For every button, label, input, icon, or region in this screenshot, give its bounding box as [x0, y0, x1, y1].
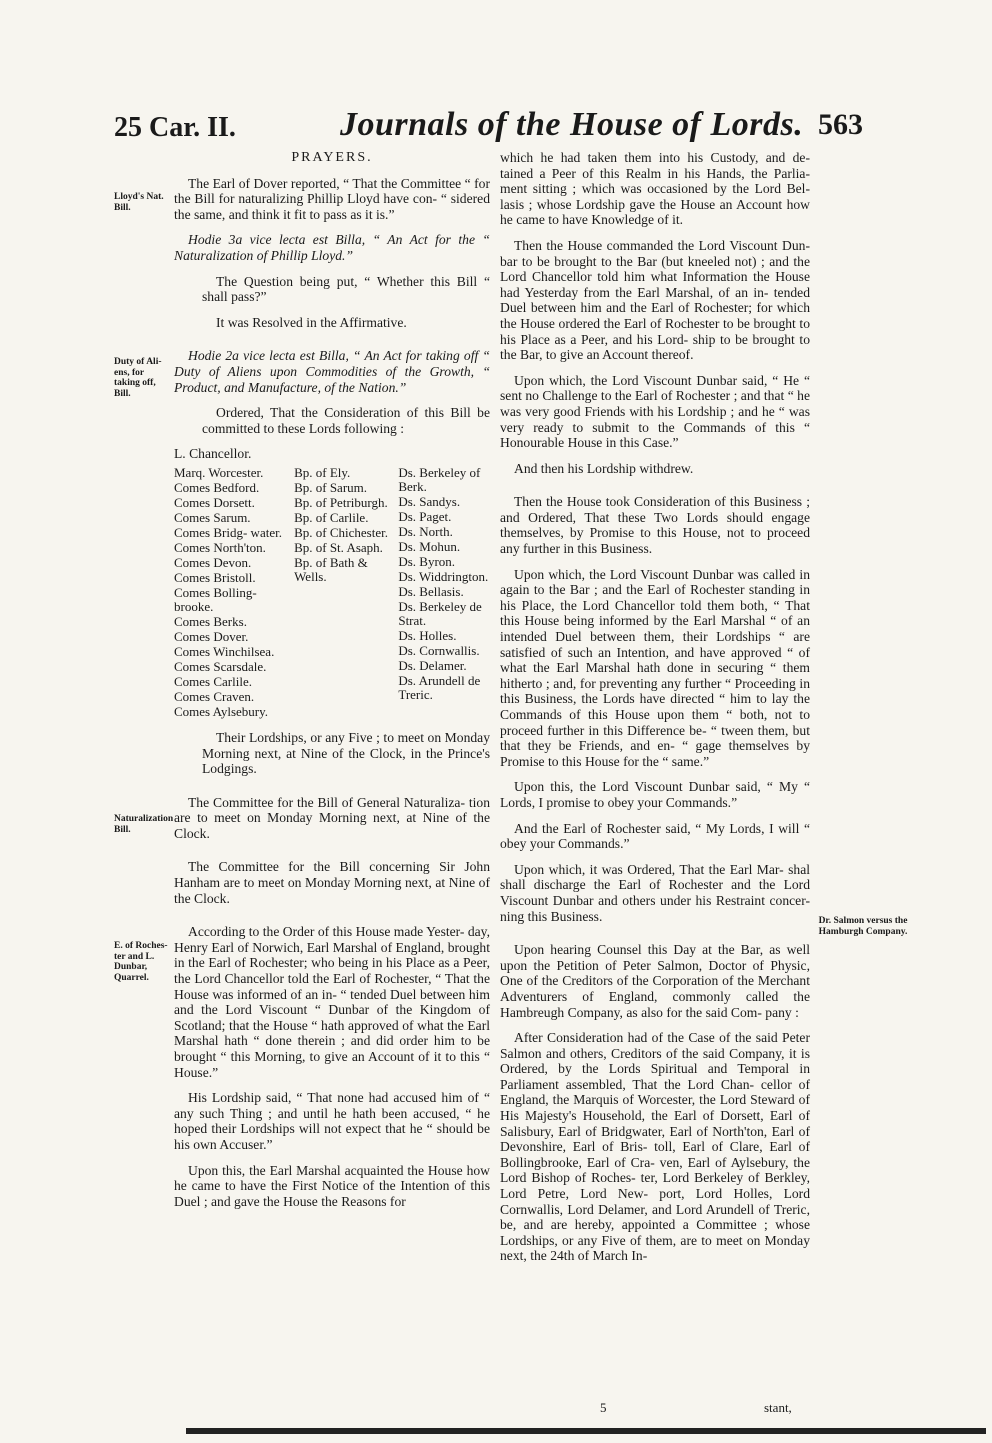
lords-column-earls — [174, 466, 294, 719]
lord-entry: Bp. of Ely. — [294, 464, 351, 480]
lord-entry: Comes Bolling- brooke. — [174, 584, 257, 614]
custody-continuation: which he had taken them into his Custody, and de- tained a Peer of this Realm in his Hands, the Parlia- ment sitting ; which was occasioned by the Lord Bel- lasis ; whose Lordship gave the House an Account how he came to have Knowledge of it. — [500, 150, 810, 228]
lord-entry: Bp. of Bath & Wells. — [294, 554, 368, 584]
dunbar-withdrew: And then his Lordship withdrew. — [514, 460, 694, 476]
lord-entry: Comes Dorsett. — [174, 494, 255, 510]
dunbar-brought: Then the House commanded the Lord Viscount Dun- bar to be brought to the Bar (but kneeled not) ; and the Lord Chancellor told him what Information the House had Yesterday from the Earl Marshal, of an in- tended Duel between him and the Earl of Rochester; for which the House ordered the Earl of Rochester to be brought to his Place as a Peer, and his Lord- ship to be brought to the Bar, to give an Account thereof. — [500, 237, 810, 363]
lord-entry: Ds. Holles. — [398, 627, 457, 643]
lord-entry: Comes Devon. — [174, 554, 252, 570]
lord-entry: Bp. of St. Asaph. — [294, 539, 383, 555]
lord-entry: Ds. Delamer. — [398, 657, 467, 673]
salmon-ordered: After Consideration had of the Case of the said Peter Salmon and others, Creditors of the said Company, it is Ordered, by the Lords Spiritual and Temporal in Parliament assembled, That the Lord Chan- cellor of England, the Marquis of Worcester, the Lord Steward of His Majesty's Household, the Earl of Dorsett, Earl of Salisbury, Earl of Bridgwater, Earl of North'ton, Earl of Devonshire, Earl of Bris- toll, Earl of Clare, Earl of Bollingbrooke, Earl of Cra- ven, Earl of Aylsebury, the Lord Bishop of Roches- ter, Lord Berkeley of Berkley, Lord Petre, Lord New- port, Lord Holles, Lord Cornwallis, Lord Delamer, and Lord Arundell of Treric, be, and are hereby, appointed a Committee ; whose Lordships, or any Five of them, are to meet on Monday next, the 24th of March In- — [500, 1030, 810, 1264]
margin-note-aliens: Duty of Ali- ens, for taking off, Bill. — [114, 357, 162, 399]
lord-entry: Ds. Byron. — [398, 553, 456, 569]
salmon-counsel: Upon hearing Counsel this Day at the Bar, as well upon the Petition of Peter Salmon, Doctor of Physic, One of the Creditors of the Corporation of the Merchant Adventurers of England, commonly called the Hambreugh Company, as also for the said Com- pany : — [500, 942, 810, 1020]
lord-entry: Comes Winchilsea. — [174, 643, 275, 659]
lloyd-question: The Question being put, “ Whether this Bill “ shall pass?” — [202, 273, 490, 305]
lord-entry: Comes Carlile. — [174, 673, 252, 689]
page-number: 563 — [818, 108, 863, 141]
page-title: Journals of the House of Lords. — [340, 106, 804, 143]
discharge-order: Upon which, it was Ordered, That the Earl Mar- shal shall discharge the Earl of Rochester and the Lord Viscount Dunbar and others under his Restraint concer- ning this Business. — [500, 861, 810, 924]
lloyd-resolved: It was Resolved in the Affirmative. — [216, 314, 407, 330]
lord-entry: Comes Bristoll. — [174, 569, 256, 585]
committee-lords-table — [174, 466, 490, 720]
called-again: Upon which, the Lord Viscount Dunbar was called in again to the Bar ; and the Earl of Rochester standing in his Place, the Lord Chancellor told them both, “ That this House being informed by the Earl Marshal “ of an intended Duel between them, their Lordships “ are satisfied of such an Intention, and have approved “ of what the Earl Marshal hath done in securing “ them hitherto ; and, for preventing any further “ Proceeding in this Business, the Lords have directed “ him to lay the Commands of this House upon them “ both, not to proceed further in this Difference be- “ tween them, but that they be Friends, and en- “ gage themselves by Promise to this House for the “ same.” — [500, 566, 810, 769]
house-consideration: Then the House took Consideration of this Business ; and Ordered, That these Two Lords should engage themselves, by Promise to this House, not to proceed any further in this Business. — [500, 494, 810, 557]
lord-entry: Comes Berks. — [174, 613, 247, 629]
margin-note-naturalization: Naturalization Bill. — [114, 814, 174, 835]
lord-entry: Comes Craven. — [174, 688, 255, 704]
lord-chancellor: L. Chancellor. — [174, 446, 252, 462]
aliens-second-reading: Hodie 2a vice lecta est Billa, “ An Act for taking off “ Duty of Aliens upon Commodities of the Growth, “ Product, and Manufacture, of the Nation.” — [174, 348, 490, 395]
dunbar-promise: Upon this, the Lord Viscount Dunbar said, “ My “ Lords, I promise to obey your Commands.” — [500, 779, 810, 810]
lord-entry: Marq. Worcester. — [174, 464, 264, 480]
lord-entry: Ds. North. — [398, 523, 453, 539]
catchword: stant, — [764, 1400, 792, 1415]
hanham-committee: The Committee for the Bill concerning Sir John Hanham are to meet on Monday Morning next, at Nine of the Clock. — [174, 859, 490, 906]
lloyd-report: The Earl of Dover reported, “ That the Committee “ for the Bill for naturalizing Phillip Lloyd have con- “ sidered the same, and think it fit to pass as it is.” — [174, 175, 490, 222]
lord-entry: Ds. Mohun. — [398, 538, 461, 554]
lord-entry: Ds. Paget. — [398, 508, 452, 524]
lord-entry: Ds. Arundell de Treric. — [398, 672, 481, 702]
lord-entry: Comes Bridg- water. — [174, 524, 282, 540]
lord-entry: Ds. Berkeley de Strat. — [398, 598, 482, 628]
lord-entry: Ds. Sandys. — [398, 493, 461, 509]
lord-entry: Comes Bedford. — [174, 479, 260, 495]
right-column — [500, 150, 810, 1274]
prayers-heading: PRAYERS. — [291, 150, 373, 165]
lord-entry: Comes Aylsebury. — [174, 703, 269, 719]
rochester-promise: And the Earl of Rochester said, “ My Lords, I will “ obey your Commands.” — [500, 820, 810, 852]
lord-entry: Bp. of Carlile. — [294, 509, 369, 525]
lord-entry: Bp. of Sarum. — [294, 479, 368, 495]
lords-column-barons — [398, 466, 490, 702]
lord-entry: Comes Scarsdale. — [174, 658, 267, 674]
marshal-acquainted: Upon this, the Earl Marshal acquainted the House how he came to have the First Notice of the Intention of this Duel ; and gave the House the Reasons for — [174, 1162, 490, 1209]
left-column — [174, 150, 490, 1219]
quarrel-report: According to the Order of this House made Yester- day, Henry Earl of Norwich, Earl Marshal of England, brought in the Earl of Rochester; who being in his Place as a Peer, the Lord Chancellor told the Earl of Rochester, “ That the House was informed of an in- “ tended Duel between him and the Lord Viscount “ Dunbar of the Kingdom of Scotland; that the House “ hath approved of what the Earl Marshal hath “ done therein ; and did order him to be brought “ this Morning, to give an Account of it to this “ House.” — [174, 924, 490, 1080]
lord-entry: Bp. of Chichester. — [294, 524, 388, 540]
margin-note-lloyd: Lloyd's Nat. Bill. — [114, 192, 164, 213]
aliens-ordered: Ordered, That the Consideration of this Bill be committed to these Lords following : — [202, 405, 490, 436]
committee-meeting: Their Lordships, or any Five ; to meet on Monday Morning next, at Nine of the Clock, in the Prince's Lodgings. — [202, 729, 490, 777]
lord-entry: Comes Sarum. — [174, 509, 251, 525]
lord-entry: Comes Dover. — [174, 628, 249, 644]
lord-entry: Ds. Cornwallis. — [398, 642, 480, 658]
lords-column-bishops — [294, 466, 398, 584]
lord-entry: Ds. Widdrington. — [398, 568, 489, 584]
lord-entry: Comes North'ton. — [174, 539, 266, 555]
dunbar-said: Upon which, the Lord Viscount Dunbar said, “ He “ sent no Challenge to the Earl of Rochester ; and that “ he was very good Friends with his Lordship ; and he “ was very ready to submit to the Commands of this “ Honourable House in this Case.” — [500, 372, 810, 451]
rochester-reply: His Lordship said, “ That none had accused him of “ any such Thing ; and until he hath been accused, “ he hoped their Lordships will not expect that he “ should be his own Accuser.” — [174, 1090, 490, 1152]
margin-note-quarrel: E. of Roches- ter and L. Dunbar, Quarrel. — [114, 941, 168, 983]
margin-note-salmon: Dr. Salmon versus the Hamburgh Company. — [818, 916, 908, 937]
lord-entry: Bp. of Petriburgh. — [294, 494, 388, 510]
naturalization-committee: The Committee for the Bill of General Naturaliza- tion are to meet on Monday Morning next, at Nine of the Clock. — [174, 794, 490, 841]
bottom-rule — [186, 1428, 986, 1434]
lloyd-third-reading: Hodie 3a vice lecta est Billa, “ An Act for the “ Naturalization of Phillip Lloyd.” — [174, 232, 490, 263]
lord-entry: Ds. Bellasis. — [398, 583, 464, 599]
regnal-year: 25 Car. II. — [114, 112, 236, 143]
signature-mark: 5 — [600, 1400, 607, 1415]
lord-entry: Ds. Berkeley of Berk. — [398, 464, 481, 494]
